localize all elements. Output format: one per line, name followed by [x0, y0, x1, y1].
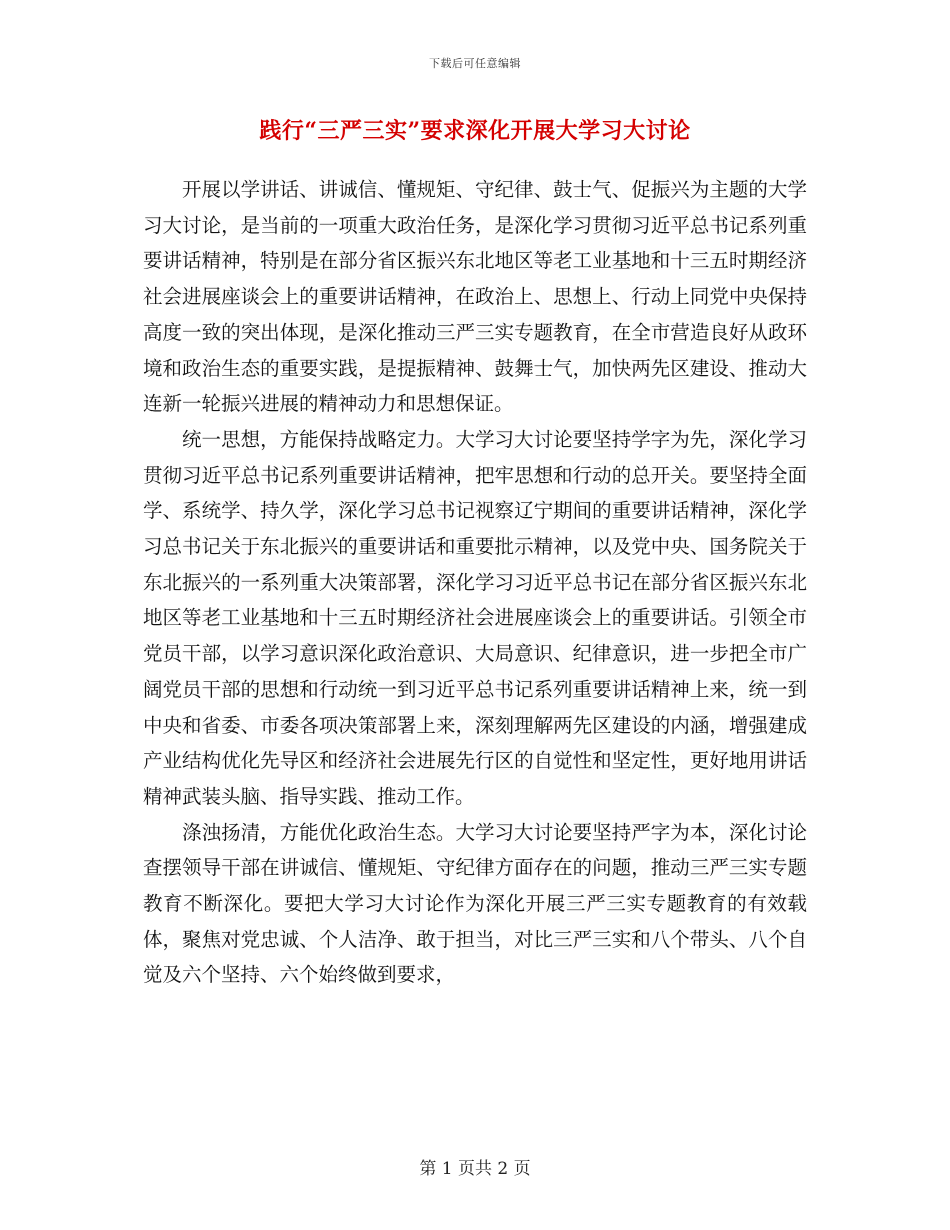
document-body: [143, 172, 807, 993]
paragraph-1: 开展以学讲话、讲诚信、懂规矩、守纪律、鼓士气、促振兴为主题的大学习大讨论，是当前的一项重大政治任务，是深化学习贯彻习近平总书记系列重要讲话精神，特别是在部分省区振兴东北地区等老工业基地和十三五时期经济社会进展座谈会上的重要讲话精神，在政治上、思想上、行动上同党中央保持高度一致的突出体现，是深化推动三严三实专题教育，在全市营造良好从政环境和政治生态的重要实践，是提振精神、鼓舞士气，加快两先区建设、推动大连新一轮振兴进展的精神动力和思想保证。: [143, 178, 807, 416]
page-number: 第 1 页共 2 页: [419, 1159, 531, 1179]
paragraph-2: 统一思想，方能保持战略定力。大学习大讨论要坚持学字为先，深化学习贯彻习近平总书记系列重要讲话精神，把牢思想和行动的总开关。要坚持全面学、系统学、持久学，深化学习总书记视察辽宁期间的重要讲话精神，深化学习总书记关于东北振兴的重要讲话和重要批示精神，以及党中央、国务院关于东北振兴的一系列重大决策部署，深化学习习近平总书记在部分省区振兴东北地区等老工业基地和十三五时期经济社会进展座谈会上的重要讲话。引领全市党员干部，以学习意识深化政治意识、大局意识、纪律意识，进一步把全市广阔党员干部的思想和行动统一到习近平总书记系列重要讲话精神上来，统一到中央和省委、市委各项决策部署上来，深刻理解两先区建设的内涵，增强建成产业结构优化先导区和经济社会进展先行区的自觉性和坚定性，更好地用讲话精神武装头脑、指导实践、推动工作。: [143, 427, 807, 808]
paragraph-3: 涤浊扬清，方能优化政治生态。大学习大讨论要坚持严字为本，深化讨论查摆领导干部在讲诚信、懂规矩、守纪律方面存在的问题，推动三严三实专题教育不断深化。要把大学习大讨论作为深化开展三严三实专题教育的有效载体，聚焦对党忠诚、个人洁净、敢于担当，对比三严三实和八个带头、八个自觉及六个坚持、六个始终做到要求，: [143, 820, 807, 987]
document-title: 践行“三严三实”要求深化开展大学习大讨论: [259, 118, 691, 144]
header-note: 下载后可任意编辑: [429, 57, 521, 70]
